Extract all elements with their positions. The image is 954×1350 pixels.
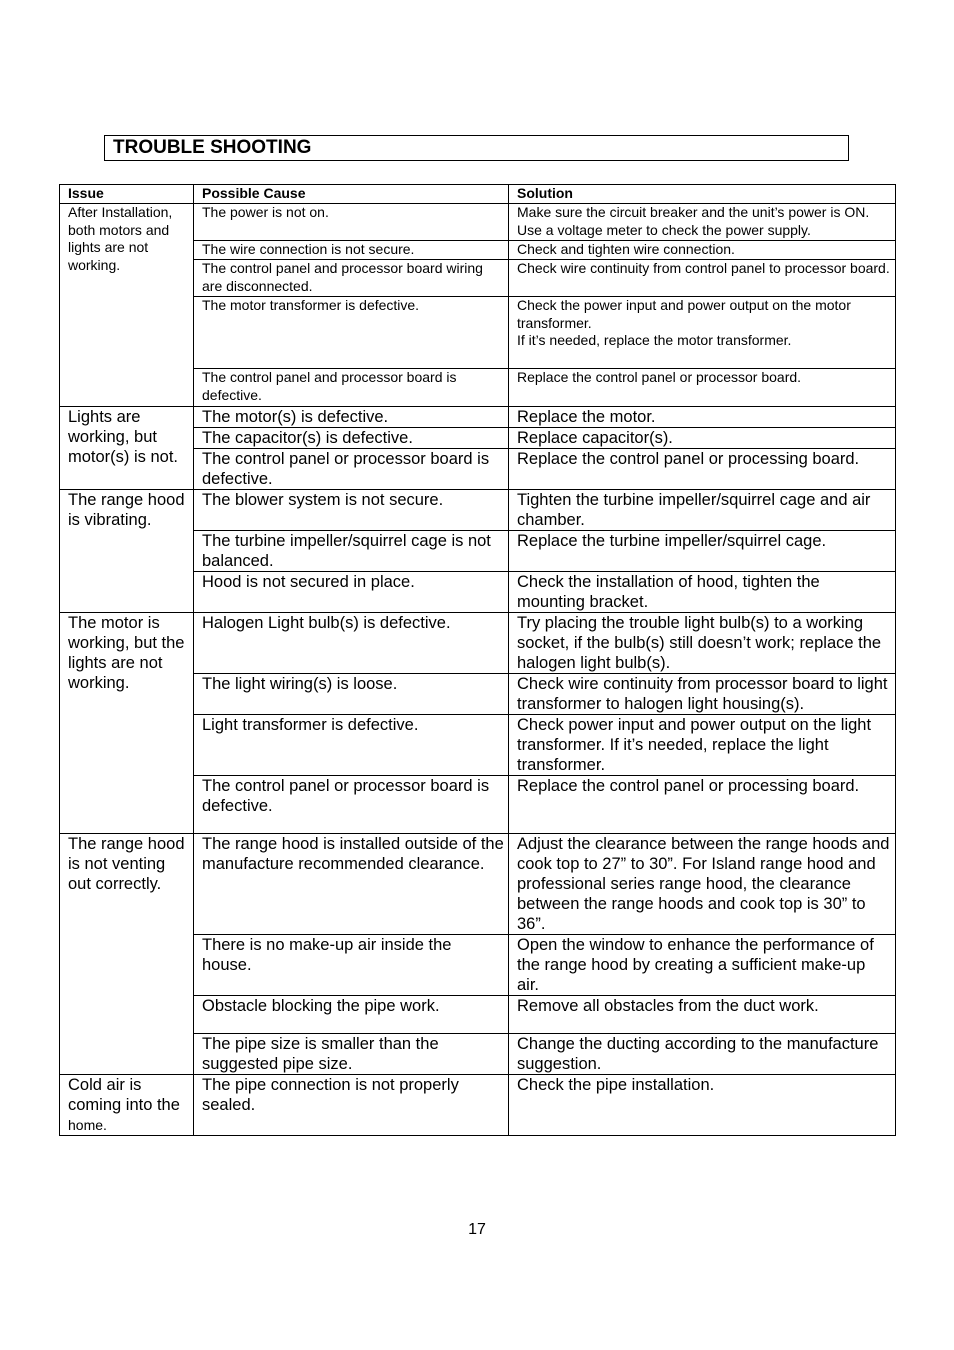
cause-cell: The pipe connection is not properly sealed. [194, 1075, 509, 1136]
header-possible-cause: Possible Cause [194, 185, 509, 204]
cause-cell: The turbine impeller/squirrel cage is not balanced. [194, 531, 509, 572]
issue-cell: The range hood is not venting out correctly. [60, 834, 194, 1075]
table-row [60, 613, 896, 674]
table-row [60, 204, 896, 241]
solution-cell: Replace the control panel or processor board. [509, 369, 896, 407]
solution-cell: Adjust the clearance between the range hoods and cook top to 27” to 30”. For Island range hood and professional series range hood, the clearance between the range hoods and cook top is 30” to 36”. [509, 834, 896, 935]
solution-cell: Try placing the trouble light bulb(s) to a working socket, if the bulb(s) still doesn’t work; replace the halogen light bulb(s). [509, 613, 896, 674]
cause-cell: The motor transformer is defective. [194, 297, 509, 369]
solution-cell: Open the window to enhance the performance of the range hood by creating a sufficient make-up air. [509, 935, 896, 996]
solution-cell: Check power input and power output on the light transformer. If it’s needed, replace the light transformer. [509, 715, 896, 776]
table-row [60, 834, 896, 935]
solution-cell: Check and tighten wire connection. [509, 241, 896, 260]
issue-cell: After Installation, both motors and lights are not working. [60, 204, 194, 407]
issue-cell [60, 1075, 194, 1136]
solution-cell [509, 297, 896, 369]
cause-cell: The motor(s) is defective. [194, 407, 509, 428]
solution-cell: Check wire continuity from control panel to processor board. [509, 260, 896, 297]
cause-cell: There is no make-up air inside the house. [194, 935, 509, 996]
issue-text-tail: home. [68, 1117, 107, 1133]
issue-text: Cold air is coming into the [68, 1076, 180, 1114]
cause-cell: The wire connection is not secure. [194, 241, 509, 260]
solution-cell: Check the installation of hood, tighten the mounting bracket. [509, 572, 896, 613]
solution-cell: Tighten the turbine impeller/squirrel cage and air chamber. [509, 490, 896, 531]
cause-cell: The blower system is not secure. [194, 490, 509, 531]
cause-cell: Halogen Light bulb(s) is defective. [194, 613, 509, 674]
cause-cell: The control panel or processor board is defective. [194, 776, 509, 834]
solution-cell: Make sure the circuit breaker and the unit’s power is ON. Use a voltage meter to check the power supply. [509, 204, 896, 241]
solution-cell: Change the ducting according to the manufacture suggestion. [509, 1034, 896, 1075]
solution-line: Check the power input and power output on the motor transformer. [517, 297, 851, 331]
solution-cell: Replace the control panel or processing board. [509, 449, 896, 490]
solution-cell: Check the pipe installation. [509, 1075, 896, 1136]
solution-cell: Replace the motor. [509, 407, 896, 428]
cause-cell: Light transformer is defective. [194, 715, 509, 776]
cause-cell: The capacitor(s) is defective. [194, 428, 509, 449]
troubleshooting-table [59, 184, 896, 1136]
solution-cell: Replace the control panel or processing board. [509, 776, 896, 834]
issue-cell: The motor is working, but the lights are not working. [60, 613, 194, 834]
issue-cell: The range hood is vibrating. [60, 490, 194, 613]
cause-cell: The light wiring(s) is loose. [194, 674, 509, 715]
cause-cell: The range hood is installed outside of the manufacture recommended clearance. [194, 834, 509, 935]
cause-cell: The pipe size is smaller than the suggested pipe size. [194, 1034, 509, 1075]
cause-cell: The control panel and processor board wiring are disconnected. [194, 260, 509, 297]
solution-cell: Remove all obstacles from the duct work. [509, 996, 896, 1034]
table-row [60, 1075, 896, 1136]
solution-cell: Check wire continuity from processor board to light transformer to halogen light housing(s). [509, 674, 896, 715]
solution-cell: Replace capacitor(s). [509, 428, 896, 449]
table-row [60, 407, 896, 428]
solution-line: If it’s needed, replace the motor transformer. [517, 332, 792, 348]
section-title: TROUBLE SHOOTING [104, 135, 849, 161]
issue-cell: Lights are working, but motor(s) is not. [60, 407, 194, 490]
table-row [60, 490, 896, 531]
cause-cell: The power is not on. [194, 204, 509, 241]
header-issue: Issue [60, 185, 194, 204]
cause-cell: The control panel or processor board is defective. [194, 449, 509, 490]
header-solution: Solution [509, 185, 896, 204]
table-header-row [60, 185, 896, 204]
page-number: 17 [468, 1221, 486, 1238]
cause-cell: Hood is not secured in place. [194, 572, 509, 613]
solution-cell: Replace the turbine impeller/squirrel cage. [509, 531, 896, 572]
cause-cell: Obstacle blocking the pipe work. [194, 996, 509, 1034]
cause-cell: The control panel and processor board is defective. [194, 369, 509, 407]
